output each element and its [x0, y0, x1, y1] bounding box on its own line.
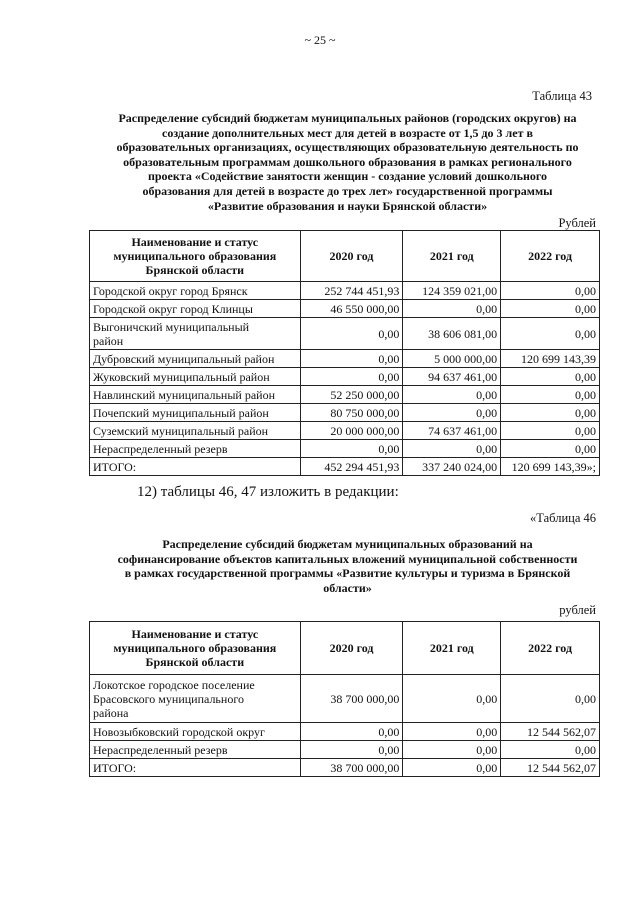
header-name [90, 231, 301, 282]
title-line: «Развитие образования и науки Брянской области» [207, 198, 488, 213]
table-total-row [90, 458, 600, 476]
cell-2022: 0,00 [501, 741, 600, 759]
cell-2021: 124 359 021,00 [403, 282, 501, 300]
row-name: ИТОГО: [90, 759, 301, 777]
table-43-units: Рублей [558, 216, 596, 230]
table-header-row [90, 231, 600, 282]
header-line: Наименование и статус [131, 235, 259, 249]
cell-2020: 20 000 000,00 [300, 422, 403, 440]
cell-2020: 0,00 [300, 741, 403, 759]
table-43 [89, 230, 600, 476]
cell-2022: 0,00 [501, 386, 600, 404]
row-name-line: Локотское городское поселение [93, 677, 255, 692]
table-row [90, 723, 600, 741]
cell-2022: 0,00 [501, 282, 600, 300]
cell-2021: 0,00 [403, 440, 501, 458]
cell-2022: 0,00 [501, 675, 600, 723]
header-2021: 2021 год [403, 231, 501, 282]
header-line: муниципального образования [113, 641, 277, 655]
cell-2021: 74 637 461,00 [403, 422, 501, 440]
cell-2020: 38 700 000,00 [300, 675, 403, 723]
table-43-title [95, 111, 600, 213]
title-line: софинансирование объектов капитальных вложений муниципальной собственности [117, 551, 578, 566]
header-name [90, 622, 301, 675]
table-row [90, 422, 600, 440]
table-row [90, 318, 600, 350]
row-name: Почепский муниципальный район [90, 404, 301, 422]
title-line: Распределение субсидий бюджетам муниципальных районов (городских округов) на [118, 111, 577, 125]
row-name-line: Выгоничский муниципальный [93, 319, 250, 334]
cell-2021: 0,00 [403, 300, 501, 318]
row-name-line: Брасовского муниципального [93, 691, 244, 706]
table-row [90, 386, 600, 404]
title-line: создание дополнительных мест для детей в возрасте от 1,5 до 3 лет в [162, 125, 533, 140]
table-row [90, 282, 600, 300]
title-line: проекта «Содействие занятости женщин - создание условий дошкольного [147, 169, 548, 184]
table-row [90, 741, 600, 759]
cell-2020: 452 294 451,93 [300, 458, 403, 476]
header-line: Брянской области [145, 263, 245, 277]
cell-2022: 120 699 143,39 [501, 350, 600, 368]
cell-2021: 94 637 461,00 [403, 368, 501, 386]
cell-2022: 0,00 [501, 422, 600, 440]
cell-2022: 0,00 [501, 440, 600, 458]
table-row [90, 300, 600, 318]
title-line: образовательным программам дошкольного образования в рамках регионального [123, 154, 572, 169]
cell-2020: 80 750 000,00 [300, 404, 403, 422]
row-name-line: района [93, 705, 129, 720]
row-name: Нераспределенный резерв [90, 440, 301, 458]
cell-2020: 0,00 [300, 318, 403, 350]
title-line: Распределение субсидий бюджетам муниципальных образований на [162, 537, 533, 551]
title-line: образовательных организациях, осуществляющих образовательную деятельность по [116, 140, 579, 155]
row-name: Навлинский муниципальный район [90, 386, 301, 404]
table-total-row [90, 759, 600, 777]
cell-2020: 0,00 [300, 440, 403, 458]
cell-2021: 337 240 024,00 [403, 458, 501, 476]
table-row [90, 350, 600, 368]
row-name: ИТОГО: [90, 458, 301, 476]
table-row [90, 440, 600, 458]
amendment-instruction: 12) таблицы 46, 47 изложить в редакции: [137, 484, 399, 500]
cell-2022: 12 544 562,07 [501, 723, 600, 741]
row-name [90, 675, 301, 723]
header-line: Наименование и статус [131, 627, 259, 641]
row-name: Нераспределенный резерв [90, 741, 301, 759]
row-name: Дубровский муниципальный район [90, 350, 301, 368]
row-name: Городской округ город Брянск [90, 282, 301, 300]
table-43-label: Таблица 43 [532, 89, 592, 103]
title-line: в рамках государственной программы «Развитие культуры и туризма в Брянской [124, 566, 571, 581]
cell-2022: 0,00 [501, 404, 600, 422]
header-2022: 2022 год [501, 622, 600, 675]
table-46-label: «Таблица 46 [530, 511, 596, 525]
cell-2020: 0,00 [300, 368, 403, 386]
header-2020: 2020 год [300, 622, 403, 675]
header-2020: 2020 год [300, 231, 403, 282]
cell-2021: 0,00 [403, 386, 501, 404]
cell-2022: 0,00 [501, 300, 600, 318]
title-line: области» [323, 580, 372, 595]
cell-2021: 0,00 [403, 723, 501, 741]
table-46 [89, 621, 600, 777]
cell-2020: 0,00 [300, 723, 403, 741]
page-number: ~ 25 ~ [304, 33, 336, 47]
header-2022: 2022 год [501, 231, 600, 282]
row-name [90, 318, 301, 350]
table-46-title [95, 537, 600, 595]
row-name-line: район [93, 333, 124, 348]
row-name: Новозыбковский городской округ [90, 723, 301, 741]
row-name: Жуковский муниципальный район [90, 368, 301, 386]
cell-2021: 38 606 081,00 [403, 318, 501, 350]
cell-2022: 0,00 [501, 318, 600, 350]
table-46-units: рублей [559, 603, 596, 617]
table-row [90, 368, 600, 386]
table-header-row [90, 622, 600, 675]
cell-2021: 0,00 [403, 741, 501, 759]
cell-2020: 0,00 [300, 350, 403, 368]
cell-2020: 46 550 000,00 [300, 300, 403, 318]
cell-2021: 5 000 000,00 [403, 350, 501, 368]
cell-2021: 0,00 [403, 759, 501, 777]
cell-2021: 0,00 [403, 404, 501, 422]
header-line: Брянской области [145, 655, 245, 669]
header-line: муниципального образования [113, 249, 277, 263]
cell-2021: 0,00 [403, 675, 501, 723]
cell-2020: 38 700 000,00 [300, 759, 403, 777]
title-line: образования для детей в возрасте до трех лет» государственной программы [142, 183, 553, 198]
table-row [90, 404, 600, 422]
cell-2022: 120 699 143,39»; [501, 458, 600, 476]
cell-2020: 52 250 000,00 [300, 386, 403, 404]
table-row [90, 675, 600, 723]
cell-2022: 12 544 562,07 [501, 759, 600, 777]
row-name: Суземский муниципальный район [90, 422, 301, 440]
row-name: Городской округ город Клинцы [90, 300, 301, 318]
cell-2022: 0,00 [501, 368, 600, 386]
header-2021: 2021 год [403, 622, 501, 675]
cell-2020: 252 744 451,93 [300, 282, 403, 300]
